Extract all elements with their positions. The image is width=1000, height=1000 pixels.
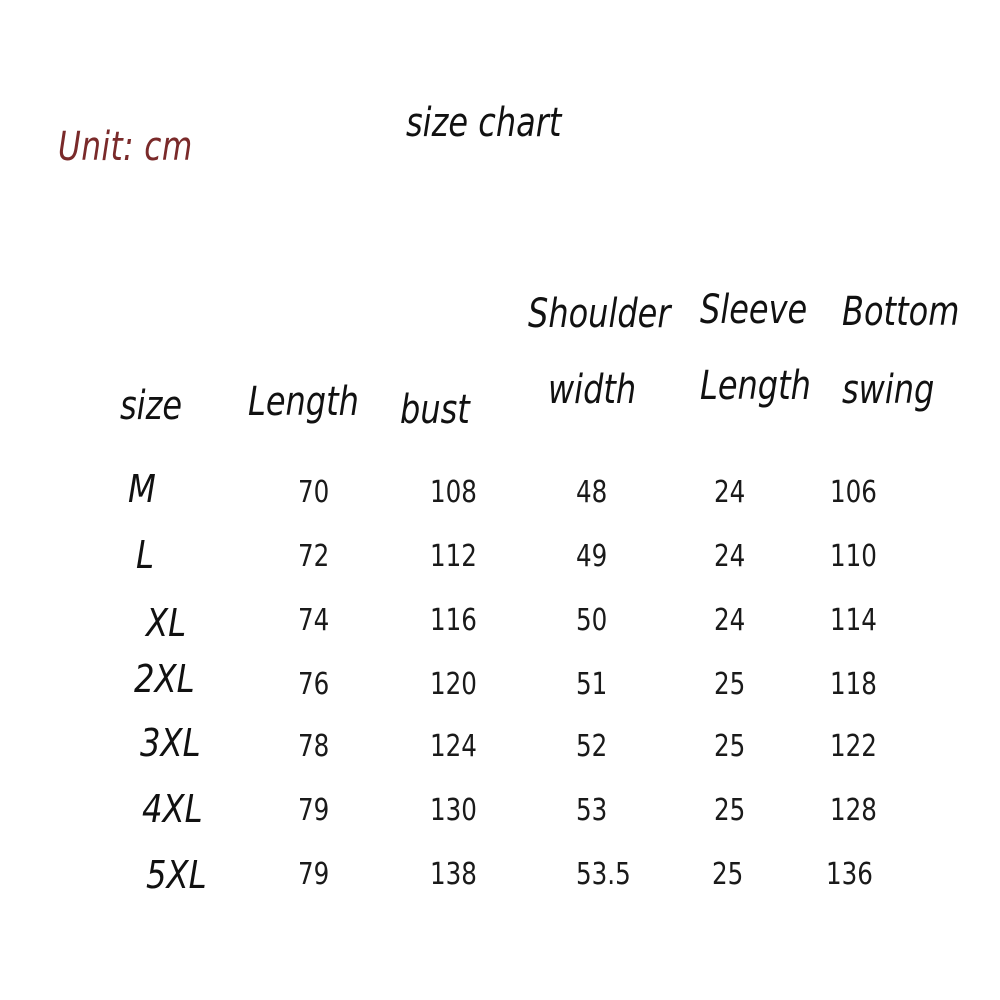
shoulder-cell: 51 [576, 667, 608, 702]
bust-cell: 138 [430, 857, 477, 892]
bust-cell: 130 [430, 793, 477, 828]
bust-cell: 108 [430, 475, 477, 510]
size-cell: 5XL [146, 853, 207, 897]
header-size: size [120, 383, 183, 429]
header-bottom-line2: swing [842, 367, 935, 413]
shoulder-cell: 53.5 [576, 857, 631, 892]
bust-cell: 124 [430, 729, 477, 764]
sleeve-cell: 24 [714, 539, 746, 574]
size-cell: L [136, 533, 154, 577]
length-cell: 72 [298, 539, 330, 574]
header-shoulder-line1: Shoulder [528, 291, 671, 337]
sleeve-cell: 24 [714, 475, 746, 510]
sleeve-cell: 25 [714, 793, 746, 828]
sleeve-cell: 25 [712, 857, 744, 892]
sleeve-cell: 24 [714, 603, 746, 638]
size-cell: 4XL [142, 787, 203, 831]
bust-cell: 116 [430, 603, 477, 638]
shoulder-cell: 48 [576, 475, 608, 510]
shoulder-cell: 52 [576, 729, 608, 764]
bottom-cell: 136 [826, 857, 873, 892]
header-length: Length [248, 379, 359, 425]
bust-cell: 112 [430, 539, 477, 574]
sleeve-cell: 25 [714, 667, 746, 702]
shoulder-cell: 49 [576, 539, 608, 574]
size-cell: 2XL [134, 657, 195, 701]
header-sleeve-line1: Sleeve [700, 287, 808, 333]
length-cell: 70 [298, 475, 330, 510]
length-cell: 74 [298, 603, 330, 638]
length-cell: 79 [298, 793, 330, 828]
sleeve-cell: 25 [714, 729, 746, 764]
bottom-cell: 110 [830, 539, 877, 574]
header-sleeve-line2: Length [700, 363, 811, 409]
header-shoulder-line2: width [548, 367, 637, 413]
header-bust: bust [400, 387, 470, 433]
length-cell: 78 [298, 729, 330, 764]
bottom-cell: 122 [830, 729, 877, 764]
size-cell: 3XL [140, 721, 201, 765]
size-cell: M [128, 467, 156, 511]
size-cell: XL [146, 601, 187, 645]
bottom-cell: 118 [830, 667, 877, 702]
shoulder-cell: 53 [576, 793, 608, 828]
bust-cell: 120 [430, 667, 477, 702]
bottom-cell: 128 [830, 793, 877, 828]
header-bottom-line1: Bottom [842, 289, 960, 335]
bottom-cell: 106 [830, 475, 877, 510]
chart-title: size chart [406, 100, 562, 146]
unit-label: Unit: cm [58, 124, 193, 170]
bottom-cell: 114 [830, 603, 877, 638]
shoulder-cell: 50 [576, 603, 608, 638]
length-cell: 79 [298, 857, 330, 892]
length-cell: 76 [298, 667, 330, 702]
